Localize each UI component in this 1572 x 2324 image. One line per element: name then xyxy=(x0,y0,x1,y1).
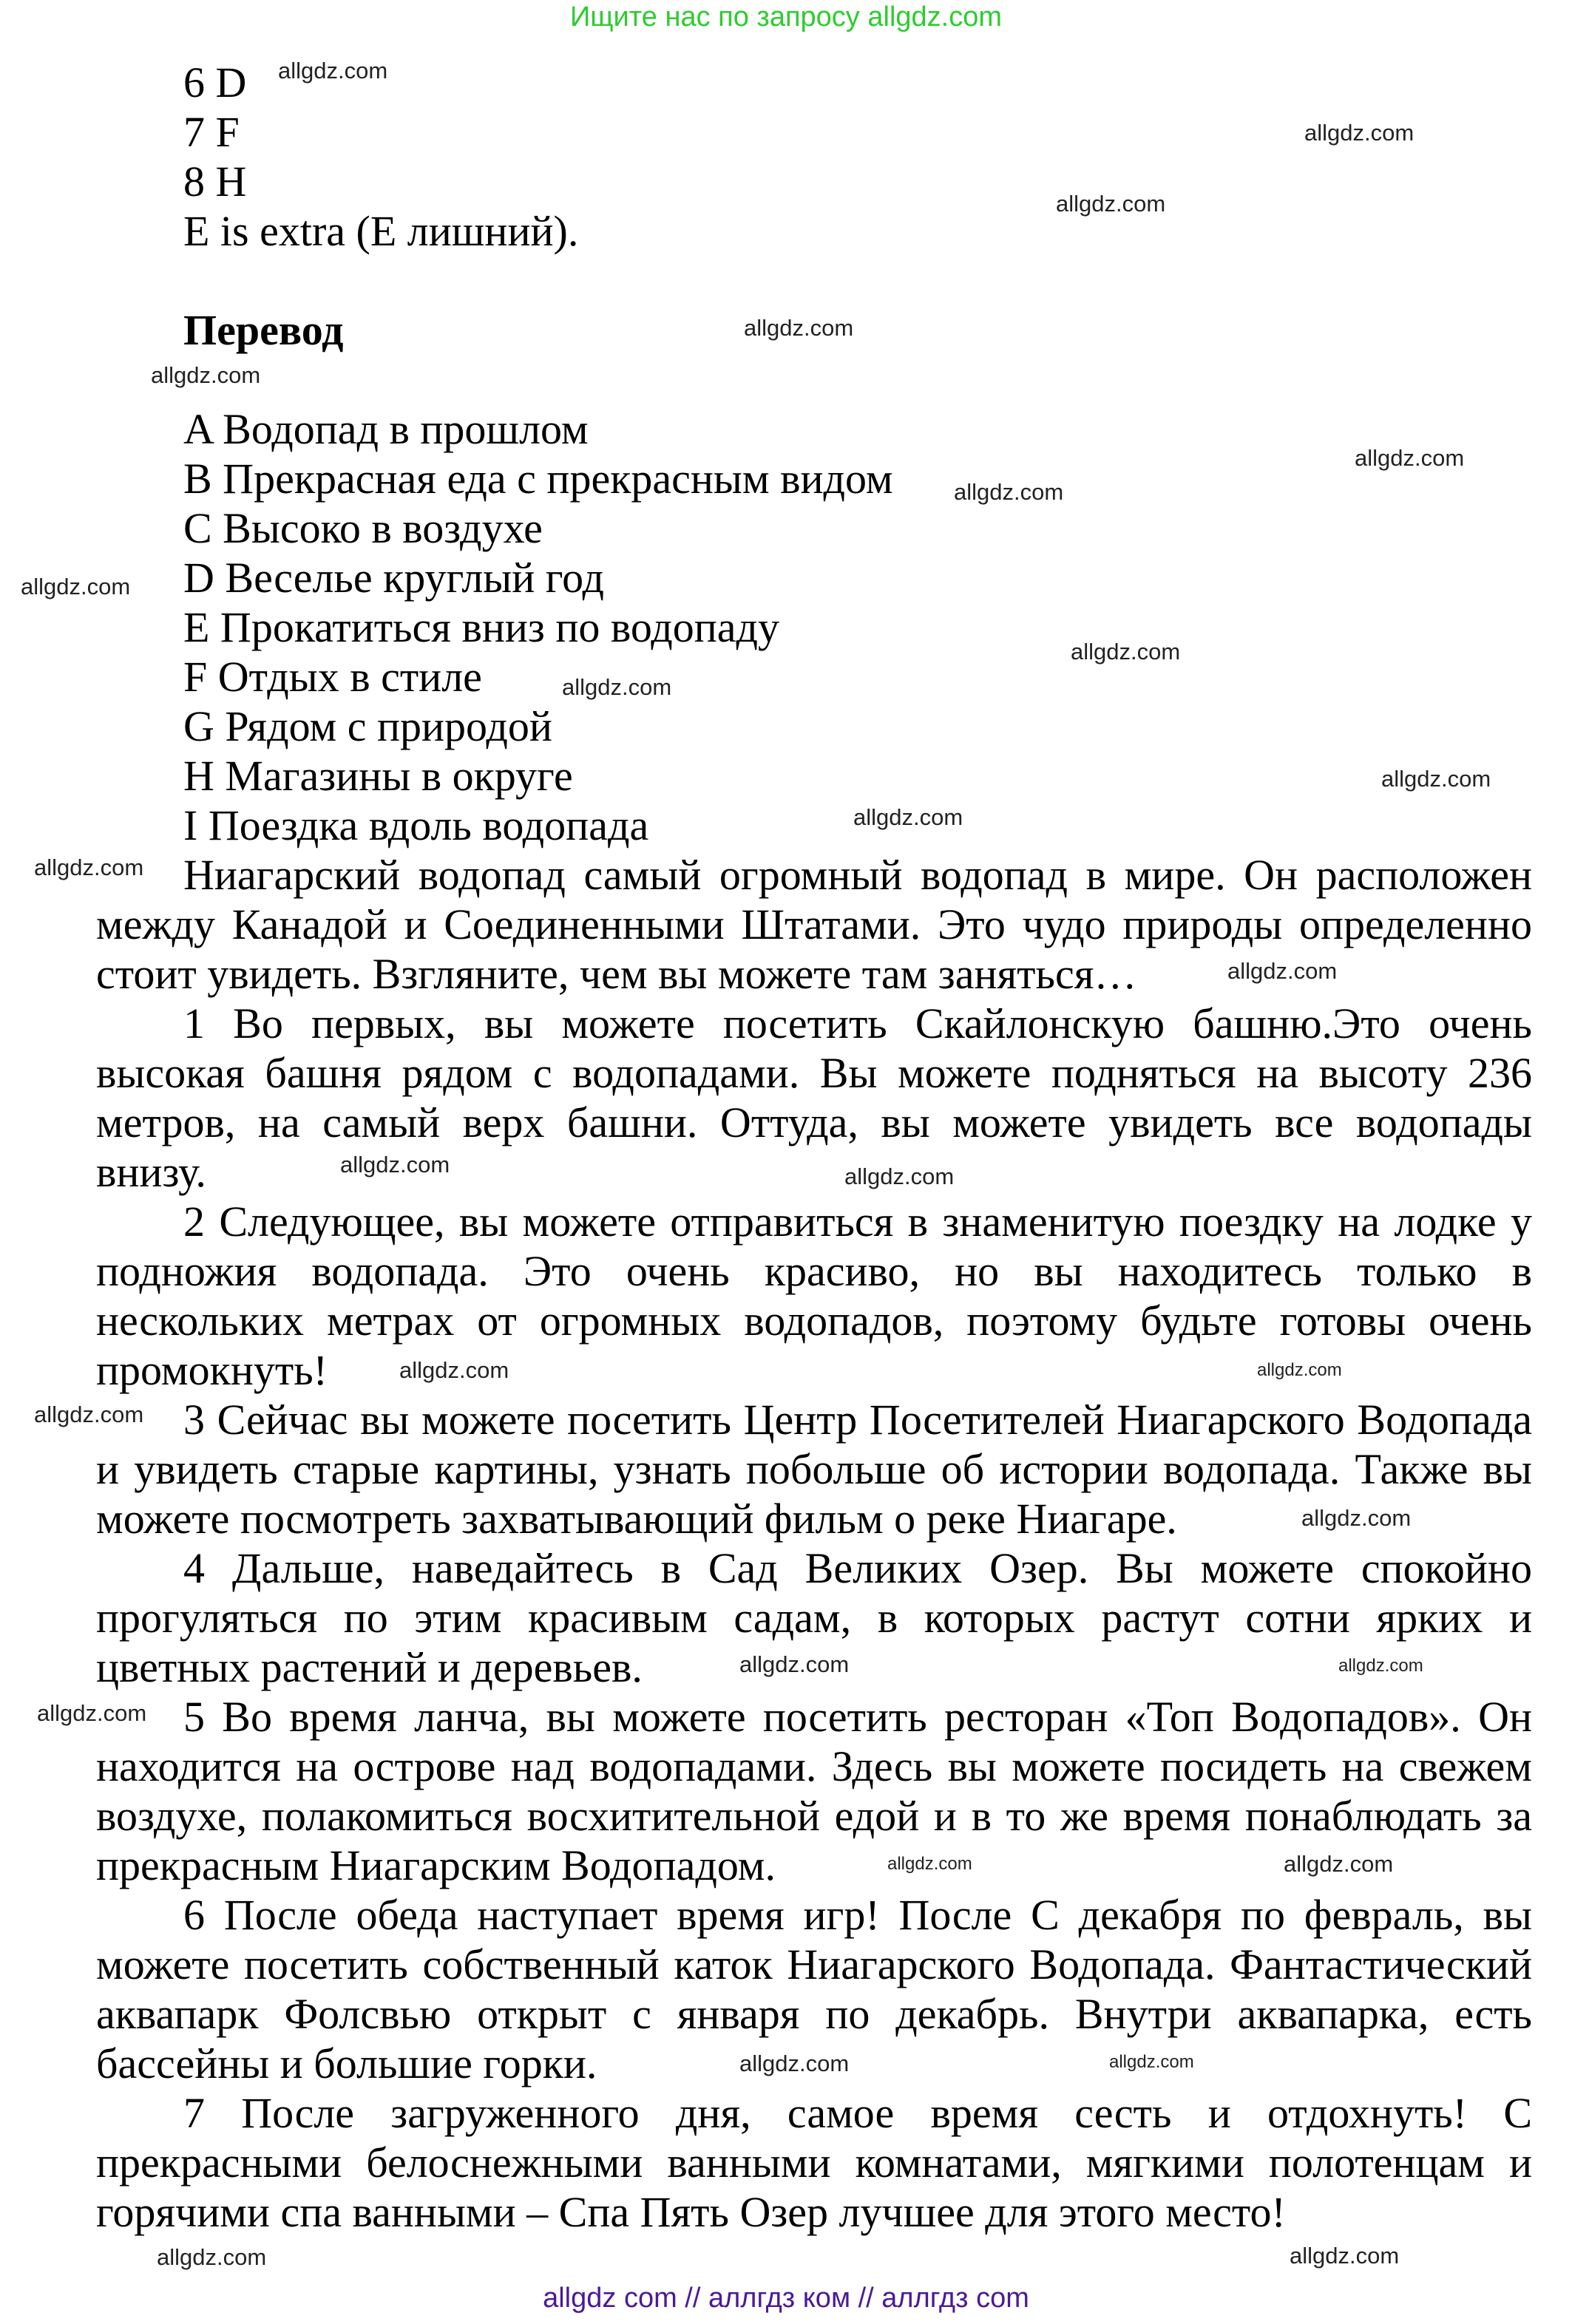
document-body xyxy=(96,58,1532,2237)
text-line: прекрасным Ниагарским Водопадом. xyxy=(96,1841,776,1889)
watermark: allgdz.com xyxy=(1071,639,1181,665)
watermark: allgdz.com xyxy=(1304,120,1415,146)
text-line: метров, на самый верх башни. Оттуда, вы можете увидеть все водопады xyxy=(96,1098,1532,1146)
blank-line xyxy=(96,256,1532,305)
watermark: allgdz.com xyxy=(34,854,144,880)
watermark: allgdz.com xyxy=(739,2051,850,2076)
watermark: allgdz.com xyxy=(340,1152,450,1178)
text-line: подножия водопада. Это очень красиво, но вы находитесь только в xyxy=(96,1247,1532,1295)
heading-option: B Прекрасная еда с прекрасным видом xyxy=(183,455,893,503)
text-line: и увидеть старые картины, узнать побольше об истории водопада. Также вы xyxy=(96,1445,1532,1493)
text-line: можете посетить собственный каток Ниагарского Водопада. Фантастический xyxy=(96,1940,1532,1988)
watermark: allgdz.com xyxy=(744,315,854,341)
watermark: allgdz.com xyxy=(1284,1851,1394,1877)
watermark: allgdz.com xyxy=(21,574,131,599)
text-line: 4 Дальше, наведайтесь в Сад Великих Озер. Вы можете спокойно xyxy=(183,1544,1532,1592)
watermark: allgdz.com xyxy=(1381,766,1491,792)
watermark: allgdz.com xyxy=(1056,191,1166,217)
text-line: 3 Сейчас вы можете посетить Центр Посетителей Ниагарского Водопада xyxy=(183,1396,1532,1444)
watermark: allgdz.com xyxy=(844,1163,955,1189)
answer-line: 7 F xyxy=(183,108,240,156)
watermark: allgdz.com xyxy=(37,1700,147,1726)
footer-links[interactable]: allgdz com // аллгдз ком // аллгдз com xyxy=(543,2283,1029,2314)
blank-line xyxy=(96,355,1532,404)
text-line: высокая башня рядом с водопадами. Вы можете подняться на высоту 236 xyxy=(96,1049,1532,1097)
paragraph-1 xyxy=(96,999,1532,1197)
text-line: горячими спа ванными – Спа Пять Озер лучшее для этого место! xyxy=(96,2188,1286,2236)
watermark: allgdz.com xyxy=(1257,1360,1342,1380)
heading-option: A Водопад в прошлом xyxy=(183,405,589,453)
watermark: allgdz.com xyxy=(739,1651,850,1677)
text-line: аквапарк Фолсвью открыт с января по декабрь. Внутри аквапарка, есть xyxy=(96,1990,1532,2038)
watermark: allgdz.com xyxy=(1338,1656,1423,1676)
text-line: стоит увидеть. Взгляните, чем вы можете там заняться… xyxy=(96,950,1137,998)
text-line: воздухе, полакомиться восхитительной едой и в то же время понаблюдать за xyxy=(96,1792,1532,1840)
text-line: 7 После загруженного дня, самое время сесть и отдохнуть! С xyxy=(183,2089,1532,2137)
heading-option: I Поездка вдоль водопада xyxy=(183,801,649,849)
watermark: allgdz.com xyxy=(1301,1505,1412,1531)
watermark: allgdz.com xyxy=(954,479,1064,505)
watermark: allgdz.com xyxy=(853,804,963,830)
heading-option: D Веселье круглый год xyxy=(183,554,604,602)
answer-line: 6 D xyxy=(183,58,247,106)
text-line: прекрасными белоснежными ванными комнатами, мягкими полотенцам и xyxy=(96,2138,1532,2187)
text-line: 2 Следующее, вы можете отправиться в знаменитую поездку на лодке у xyxy=(183,1197,1532,1246)
text-line: 1 Во первых, вы можете посетить Скайлонскую башню.Это очень xyxy=(183,999,1532,1047)
watermark: allgdz.com xyxy=(562,674,672,700)
heading-option: H Магазины в округе xyxy=(183,752,573,800)
watermark: allgdz.com xyxy=(1355,445,1465,471)
text-line: между Канадой и Соединенными Штатами. Это чудо природы определенно xyxy=(96,900,1532,948)
watermark: allgdz.com xyxy=(151,362,261,388)
watermark: allgdz.com xyxy=(1290,2243,1400,2269)
heading-option: F Отдых в стиле xyxy=(183,653,482,701)
watermark: allgdz.com xyxy=(887,1854,972,1874)
watermark: allgdz.com xyxy=(1109,2052,1194,2072)
watermark: allgdz.com xyxy=(1227,958,1338,984)
search-banner: Ищите нас по запросу allgdz.com xyxy=(569,1,1002,33)
watermark: allgdz.com xyxy=(399,1357,509,1383)
text-line: 6 После обеда наступает время игр! После С декабря по февраль, вы xyxy=(183,1891,1532,1939)
section-heading: Перевод xyxy=(183,306,344,354)
text-line: нескольких метрах от огромных водопадов, поэтому будьте готовы очень xyxy=(96,1297,1532,1345)
text-line: 5 Во время ланча, вы можете посетить ресторан «Топ Водопадов». Он xyxy=(183,1693,1532,1741)
text-line: находится на острове над водопадами. Здесь вы можете посидеть на свежем xyxy=(96,1742,1532,1790)
text-line: промокнуть! xyxy=(96,1346,328,1394)
watermark: allgdz.com xyxy=(157,2244,267,2270)
text-line: можете посмотреть захватывающий фильм о реке Ниагаре. xyxy=(96,1495,1177,1543)
heading-option: G Рядом с природой xyxy=(183,702,552,750)
answer-line: E is extra (E лишний). xyxy=(183,207,579,255)
paragraph-7 xyxy=(96,2088,1532,2237)
text-line: прогуляться по этим красивым садам, в которых растут сотни ярких и xyxy=(96,1594,1532,1642)
text-line: бассейны и большие горки. xyxy=(96,2039,597,2087)
watermark: allgdz.com xyxy=(34,1401,144,1427)
heading-option: E Прокатиться вниз по водопаду xyxy=(183,603,779,651)
text-line: Ниагарский водопад самый огромный водопад в мире. Он расположен xyxy=(183,851,1532,899)
text-line: цветных растений и деревьев. xyxy=(96,1643,643,1691)
watermark: allgdz.com xyxy=(278,58,388,84)
heading-option: C Высоко в воздухе xyxy=(183,504,543,552)
text-line: внизу. xyxy=(96,1148,206,1196)
answer-line: 8 H xyxy=(183,157,247,205)
